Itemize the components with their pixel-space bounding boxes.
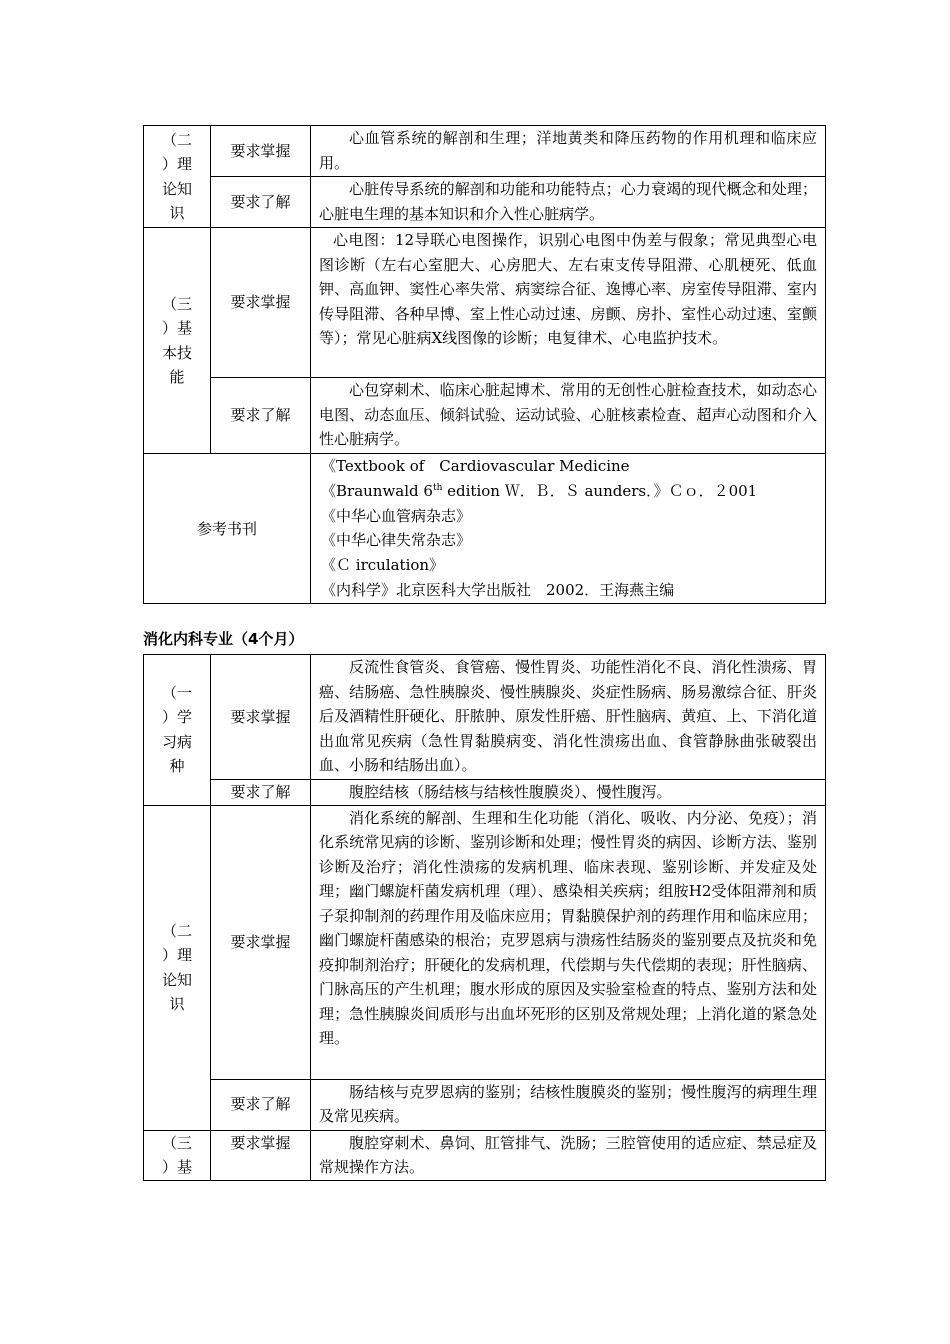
category-line: 能	[169, 368, 185, 386]
category-line: 种	[169, 757, 185, 776]
category-theory	[144, 805, 211, 1130]
requirement-master-label: 要求掌握	[211, 1130, 311, 1180]
category-line: ）基	[161, 319, 192, 337]
requirement-know-label: 要求了解	[211, 780, 311, 806]
category-line: 论知	[161, 970, 192, 989]
references-label: 参考书刊	[144, 454, 311, 604]
category-line: （三	[161, 1133, 192, 1152]
reference-superscript: th	[432, 482, 443, 493]
references-list	[311, 454, 826, 604]
category-diseases	[144, 655, 211, 806]
reference-item: 《Textbook of Cardiovascular Medicine	[321, 457, 630, 475]
requirement-know-text: 腹腔结核（肠结核与结核性腹膜炎）、慢性腹泻。	[311, 780, 826, 806]
requirement-know-label: 要求了解	[211, 177, 311, 228]
category-line: 识	[169, 204, 185, 222]
category-line: ）基	[161, 1158, 192, 1176]
category-line: （一	[161, 683, 192, 702]
reference-text: edition Ｗ．Ｂ．Ｓ aunders．》Ｃｏ．２001	[442, 481, 758, 500]
category-line: ）理	[161, 155, 192, 173]
category-line: （二	[161, 921, 192, 940]
requirement-master-text: 腹腔穿刺术、鼻饲、肛管排气、洗肠；三腔管使用的适应症、禁忌症及常规操作方法。	[311, 1130, 826, 1180]
category-line: 论知	[161, 179, 192, 198]
reference-text: 《Braunwald 6	[321, 481, 433, 500]
requirement-master-label: 要求掌握	[211, 228, 311, 378]
requirement-know-label: 要求了解	[211, 378, 311, 454]
category-line: 识	[169, 995, 185, 1013]
reference-item	[321, 479, 825, 504]
requirement-master-text: 消化系统的解剖、生理和生化功能（消化、吸收、内分泌、免疫）；消化系统常见病的诊断、鉴别诊断和处理；慢性胃炎的病因、诊断方法、鉴别诊断及治疗；消化性溃疡的发病机理、临床表现、鉴别诊断、并发症及处理；幽门螺旋杆菌发病机理（理）、感染相关疾病；组胺H2受体阻滞剂和质子泵抑制剂的药理作用及临床应用；胃黏膜保护剂的药理作用和临床应用；幽门螺旋杆菌感染的根治；克罗恩病与溃疡性结肠炎的鉴别要点及抗炎和免疫抑制剂治疗；肝硬化的发病机理，代偿期与失代偿期的表现；肝性脑病、门脉高压的产生机理；腹水形成的原因及实验室检查的特点、鉴别方法和处理；急性胰腺炎间质形与出血坏死形的区别及常规处理；上消化道的紧急处理。	[311, 805, 826, 1079]
requirement-master-text: 心血管系统的解剖和生理；洋地黄类和降压药物的作用机理和临床应用。	[311, 126, 826, 177]
category-line: 本技	[161, 343, 192, 362]
section-heading: 消化内科专业（4个月）	[143, 630, 304, 648]
category-line: （三	[161, 294, 192, 313]
requirement-master-label: 要求掌握	[211, 805, 311, 1079]
requirement-master-text: 心电图：12导联心电图操作，识别心电图中伪差与假象；常见典型心电图诊断（左右心室肥大、心房肥大、左右束支传导阻滞、心肌梗死、低血钾、高血钾、窦性心率失常、病窦综合征、逸博心率、房室传导阻滞、室内传导阻滞、各种早博、室上性心动过速、房颤、房扑、室性心动过速、室颤等）；常见心脏病X线图像的诊断；电复律术、心电监护技术。	[311, 228, 826, 378]
reference-item: 《Ｃ irculation》	[321, 556, 445, 575]
gastro-table	[143, 654, 826, 1181]
category-line: 习病	[161, 732, 192, 751]
category-skills	[144, 228, 211, 454]
category-line: （二	[161, 130, 192, 149]
reference-item: 《内科学》北京医科大学出版社 2002．王海燕主编	[321, 580, 675, 599]
category-theory	[144, 126, 211, 228]
requirement-master-text: 反流性食管炎、食管癌、慢性胃炎、功能性消化不良、消化性溃疡、胃癌、结肠癌、急性胰腺炎、慢性胰腺炎、炎症性肠病、肠易激综合征、肝炎后及酒精性肝硬化、肝脓肿、原发性肝癌、肝性脑病、黄疸、上、下消化道出血常见疾病（急性胃黏膜病变、消化性溃疡出血、食管静脉曲张破裂出血、小肠和结肠出血）。	[311, 655, 826, 780]
category-skills	[144, 1130, 211, 1180]
requirement-know-text: 肠结核与克罗恩病的鉴别；结核性腹膜炎的鉴别；慢性腹泻的病理生理及常见疾病。	[311, 1079, 826, 1130]
reference-item: 《中华心律失常杂志》	[321, 531, 472, 550]
category-line: ）学	[161, 708, 192, 727]
requirement-master-label: 要求掌握	[211, 126, 311, 177]
requirement-know-label: 要求了解	[211, 1079, 311, 1130]
cardio-table	[143, 125, 826, 604]
requirement-know-text: 心包穿刺术、临床心脏起博术、常用的无创性心脏检查技术，如动态心电图、动态血压、倾斜试验、运动试验、心脏核素检查、超声心动图和介入性心脏病学。	[311, 378, 826, 454]
reference-item: 《中华心血管病杂志》	[321, 506, 472, 525]
category-line: ）理	[161, 946, 192, 964]
requirement-master-label: 要求掌握	[211, 655, 311, 780]
requirement-know-text: 心脏传导系统的解剖和功能和功能特点；心力衰竭的现代概念和处理；心脏电生理的基本知识和介入性心脏病学。	[311, 177, 826, 228]
